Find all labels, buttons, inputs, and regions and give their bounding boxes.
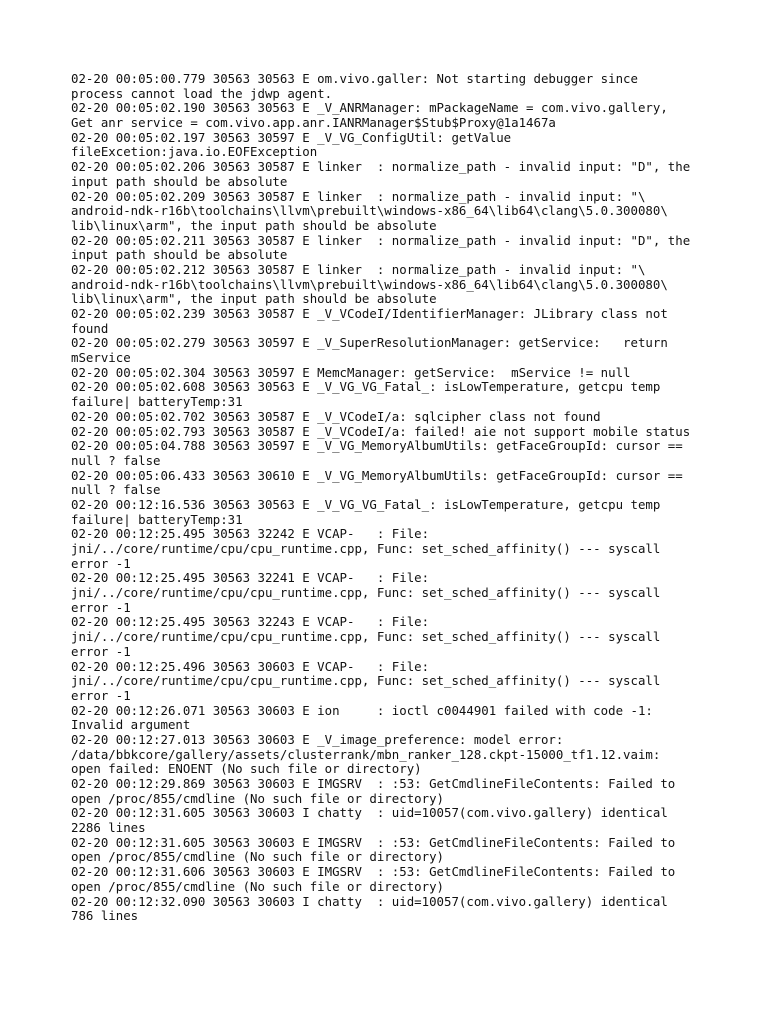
log-line: 02-20 00:12:25.495 30563 32242 E VCAP- : File:: [71, 526, 430, 542]
log-line: 02-20 00:05:02.239 30563 30587 E _V_VCodeI/IdentifierManager: JLibrary class not: [71, 306, 668, 321]
log-line: 786 lines: [71, 908, 139, 924]
log-line: 02-20 00:12:27.013 30563 30603 E _V_image_preference: model error:: [71, 731, 564, 747]
log-line: 02-20 00:05:02.793 30563 30587 E _V_VCodeI/a: failed! aie not support mobile status: [71, 423, 691, 439]
log-line: /data/bbkcore/gallery/assets/clusterrank/mbn_ranker_128.ckpt-15000_tf1.12.vaim:: [71, 746, 661, 762]
log-line: failure| batteryTemp:31: [71, 394, 243, 410]
log-line: lib\linux\arm", the input path should be absolute: [71, 291, 437, 307]
log-line: Invalid argument: [71, 717, 191, 733]
log-line: error -1: [71, 687, 131, 703]
log-line: 02-20 00:05:02.212 30563 30587 E linker : normalize_path - invalid input: "\: [71, 261, 646, 277]
log-line: 02-20 00:12:16.536 30563 30563 E _V_VG_VG_Fatal_: isLowTemperature, getcpu temp: [71, 496, 661, 512]
log-line: 02-20 00:12:25.496 30563 30603 E VCAP- : File:: [71, 658, 430, 674]
log-line: 02-20 00:05:02.304 30563 30597 E MemcManager: getService: mService != null: [71, 364, 631, 380]
log-line: null ? false: [71, 482, 161, 498]
log-line: null ? false: [71, 452, 161, 468]
log-line: Get anr service = com.vivo.app.anr.IANRManager$Stub$Proxy@1a1467a: [71, 115, 556, 131]
log-line: 02-20 00:05:02.197 30563 30597 E _V_VG_ConfigUtil: getValue: [71, 129, 512, 145]
log-line: android-ndk-r16b\toolchains\llvm\prebuilt\windows-x86_64\lib64\clang\5.0.300080\: [71, 203, 668, 219]
log-line: 02-20 00:05:02.279 30563 30597 E _V_SuperResolutionManager: getService: return: [71, 335, 668, 351]
log-line: 02-20 00:05:02.608 30563 30563 E _V_VG_VG_Fatal_: isLowTemperature, getcpu temp: [71, 379, 661, 395]
log-line: 02-20 00:12:32.090 30563 30603 I chatty : uid=10057(com.vivo.gallery) identical: [71, 893, 668, 909]
log-line: 02-20 00:12:29.869 30563 30603 E IMGSRV : :53: GetCmdlineFileContents: Failed to: [71, 776, 676, 791]
log-line: jni/../core/runtime/cpu/cpu_runtime.cpp, Func: set_sched_affinity() --- syscall: [71, 585, 661, 601]
log-line: android-ndk-r16b\toolchains\llvm\prebuilt\windows-x86_64\lib64\clang\5.0.300080\: [71, 276, 668, 292]
log-line: 02-20 00:05:02.190 30563 30563 E _V_ANRManager: mPackageName = com.vivo.gallery,: [71, 100, 668, 116]
log-line: 02-20 00:05:06.433 30563 30610 E _V_VG_MemoryAlbumUtils: getFaceGroupId: cursor ==: [71, 467, 683, 483]
log-line: 2286 lines: [71, 820, 146, 836]
log-line: 02-20 00:12:31.606 30563 30603 E IMGSRV : :53: GetCmdlineFileContents: Failed to: [71, 864, 676, 880]
log-line: 02-20 00:05:04.788 30563 30597 E _V_VG_MemoryAlbumUtils: getFaceGroupId: cursor ==: [71, 438, 683, 454]
log-line: 02-20 00:12:26.071 30563 30603 E ion : ioctl c0044901 failed with code -1:: [71, 702, 653, 718]
log-line: error -1: [71, 555, 131, 571]
log-line: 02-20 00:05:02.209 30563 30587 E linker : normalize_path - invalid input: "\: [71, 188, 646, 204]
log-line: open /proc/855/cmdline (No such file or directory): [71, 849, 444, 865]
log-line: 02-20 00:05:00.779 30563 30563 E om.vivo.galler: Not starting debugger since: [71, 71, 638, 86]
log-line: jni/../core/runtime/cpu/cpu_runtime.cpp, Func: set_sched_affinity() --- syscall: [71, 629, 661, 645]
log-line: 02-20 00:12:31.605 30563 30603 I chatty : uid=10057(com.vivo.gallery) identical: [71, 805, 668, 821]
log-line: process cannot load the jdwp agent.: [71, 85, 333, 101]
log-line: fileExcetion:java.io.EOFException: [71, 144, 318, 160]
log-line: jni/../core/runtime/cpu/cpu_runtime.cpp, Func: set_sched_affinity() --- syscall: [71, 541, 661, 556]
log-line: failure| batteryTemp:31: [71, 511, 243, 527]
log-line: 02-20 00:05:02.206 30563 30587 E linker : normalize_path - invalid input: "D", the: [71, 159, 691, 175]
log-text: [71, 72, 701, 924]
log-line: jni/../core/runtime/cpu/cpu_runtime.cpp, Func: set_sched_affinity() --- syscall: [71, 673, 661, 689]
log-line: error -1: [71, 599, 131, 615]
log-line: mService: [71, 350, 131, 366]
log-line: 02-20 00:12:25.495 30563 32241 E VCAP- : File:: [71, 570, 430, 586]
log-line: error -1: [71, 643, 131, 659]
log-line: 02-20 00:12:25.495 30563 32243 E VCAP- : File:: [71, 614, 430, 630]
log-line: open /proc/855/cmdline (No such file or directory): [71, 878, 444, 894]
log-line: lib\linux\arm", the input path should be absolute: [71, 217, 437, 233]
log-line: input path should be absolute: [71, 247, 288, 263]
log-line: open /proc/855/cmdline (No such file or directory): [71, 790, 444, 806]
log-line: 02-20 00:05:02.702 30563 30587 E _V_VCodeI/a: sqlcipher class not found: [71, 408, 601, 424]
log-line: 02-20 00:05:02.211 30563 30587 E linker : normalize_path - invalid input: "D", the: [71, 232, 691, 248]
log-line: open failed: ENOENT (No such file or directory): [71, 761, 422, 777]
log-line: input path should be absolute: [71, 173, 288, 189]
log-line: found: [71, 320, 109, 336]
log-line: 02-20 00:12:31.605 30563 30603 E IMGSRV : :53: GetCmdlineFileContents: Failed to: [71, 834, 676, 850]
